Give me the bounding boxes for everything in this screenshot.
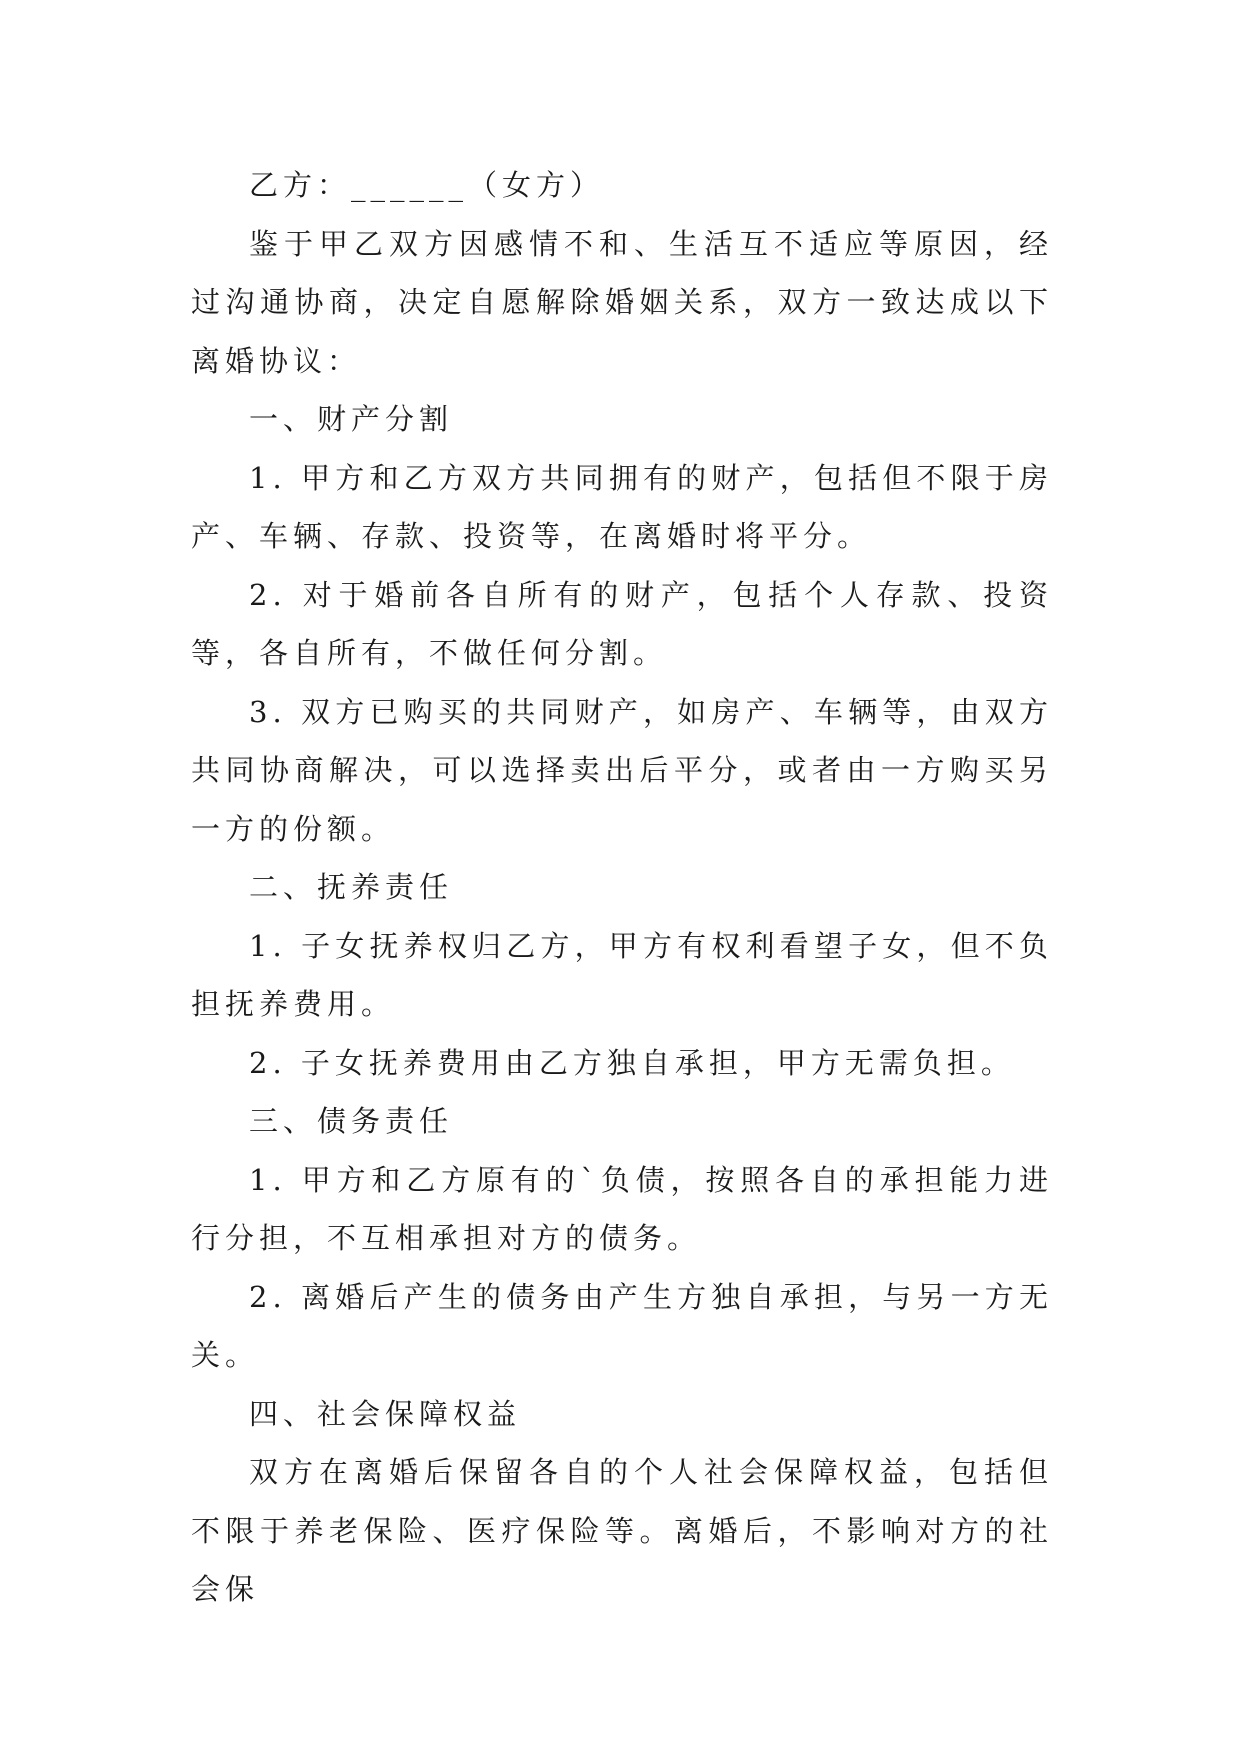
clause-paragraph: 2. 对于婚前各自所有的财产，包括个人存款、投资等，各自所有，不做任何分割。	[191, 577, 1053, 670]
document-body	[191, 156, 1053, 1619]
section-heading-debt: 三、债务责任	[249, 1104, 454, 1138]
section-heading-property: 一、财产分割	[249, 402, 454, 436]
clause-paragraph: 1. 甲方和乙方双方共同拥有的财产，包括但不限于房产、车辆、存款、投资等，在离婚时将平分。	[191, 460, 1053, 553]
clause-paragraph: 1. 子女抚养权归乙方，甲方有权利看望子女，但不负担抚养费用。	[191, 928, 1053, 1021]
party-b-line: 乙方：______（女方）	[249, 168, 605, 202]
clause-paragraph: 双方在离婚后保留各自的个人社会保障权益，包括但不限于养老保险、医疗保险等。离婚后，不影响对方的社会保	[191, 1455, 1053, 1606]
clause-paragraph: 2. 离婚后产生的债务由产生方独自承担，与另一方无关。	[191, 1279, 1053, 1372]
preamble-paragraph: 鉴于甲乙双方因感情不和、生活互不适应等原因，经过沟通协商，决定自愿解除婚姻关系，双方一致达成以下离婚协议：	[191, 226, 1053, 378]
section-heading-social-security: 四、社会保障权益	[249, 1396, 522, 1431]
clause-paragraph: 2. 子女抚养费用由乙方独自承担，甲方无需负担。	[249, 1045, 1015, 1080]
section-heading-custody: 二、抚养责任	[249, 870, 454, 904]
clause-paragraph: 3. 双方已购买的共同财产，如房产、车辆等，由双方共同协商解决，可以选择卖出后平分，或者由一方购买另一方的份额。	[191, 694, 1053, 846]
clause-paragraph: 1. 甲方和乙方原有的`负债，按照各自的承担能力进行分担，不互相承担对方的债务。	[191, 1162, 1053, 1255]
